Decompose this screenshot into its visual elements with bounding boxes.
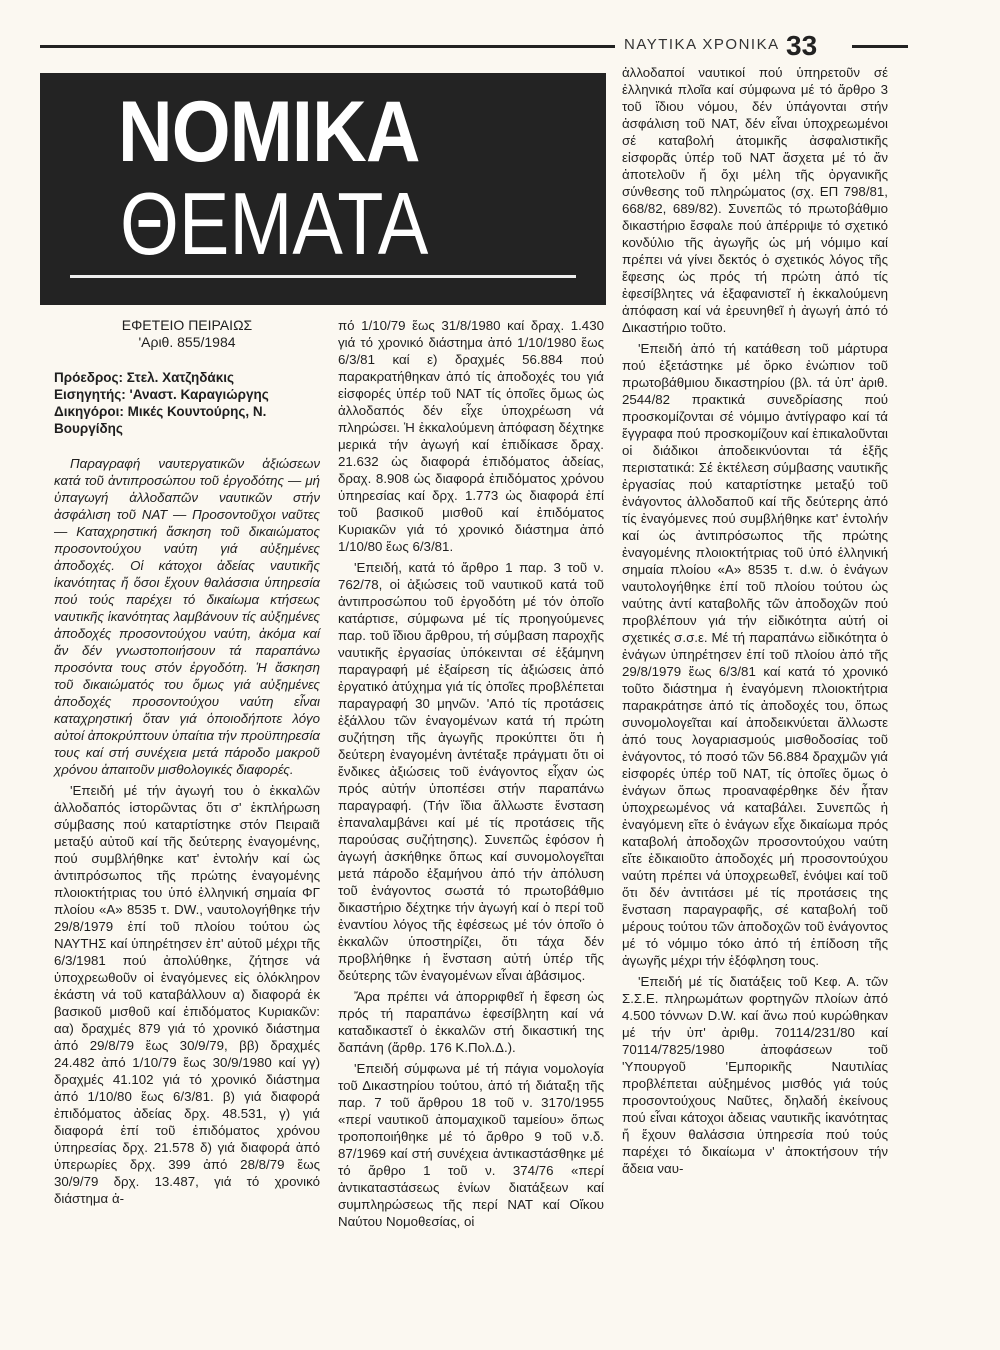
col3-paragraph-3: 'Επειδή μέ τίς διατάξεις τοῦ Κεφ. Α. τῶν Σ.Σ.Ε. πληρωμάτων φορτηγῶν πλοίων ἀπό 4.500 τόννων D.W. καί ἄνω πού κυρώθηκαν μέ τήν ὑπ' ἀριθμ. 70114/231/80 καί 70114/7825/1980 ἀποφάσεων τοῦ 'Υπουργοῦ 'Εμπορικῆς Ναυτιλίας προβλέπεται αὐξημένος μισθός γιά τούς προσοντούχους Ναῦτες, δηλαδή ἐκείνους πού εἶναι κάτοχοι ἀδειας ναυτικῆς ἱκανότητας ἤ ἔχουν θαλάσσια ὑπηρεσία πού τούς παρέχει τό δικαίωμα ν' ἀποκτήσουν τήν ἄδεια ναυ- xyxy=(622,974,888,1176)
col3-paragraph-1: ἀλλοδαποί ναυτικοί πού ὑπηρετοῦν σέ ἑλληνικά πλοῖα καί σύμφωνα μέ τό ἄρθρο 3 τοῦ ἴδιου νόμου, δέν ὑπάγονται στήν ἀσφάλιση τοῦ ΝΑΤ, δέν εἶναι ὑποχρεωμένοι σέ καταβολή ἀτομικῆς ἀσφαλιστικῆς εἰσφορᾶς ὑπέρ τοῦ ΝΑΤ ἄσχετα μέ τό ἄν ἀποτελοῦν ἤ ὄχι μέλη τῆς ὀργανικῆς σύνθεσης τοῦ πληρώματος (σχ. ΕΠ 798/81, 668/82, 689/82). Συνεπῶς τό πρωτοβάθμιο δικαστήριο ἔσφαλε πού ἀπέρριψε τό σχετικό κονδύλιο τῆς ἀγωγῆς ὡς μή νόμιμο καί πρέπει νά γίνει δεκτός ὁ σχετικός λόγος τῆς ἔφεσης ὡς πρός τή πρώτη ἀπό τίς ἐφεσίβλητες νά ἐξαφανιστεῖ ἡ ἐκκαλούμενη ἀπόφαση καί νά ἐρευνηθεῖ ἡ ἀγωγή ἀπό τό Δικαστήριο τοῦτο. xyxy=(622,65,888,335)
banner-title-line1: ΝΟΜΙΚΑ xyxy=(118,84,420,180)
judges-panel xyxy=(54,369,320,437)
case-summary: Παραγραφή ναυτεργατικῶν ἀξιώσεων κατά τοῦ ἀντιπροσώπου τοῦ ἐργοδότης — μή ὑπαγωγή ἀλλοδαπῶν ναυτικῶν στήν ἀσφάλιση τοῦ ΝΑΤ — Προσοντοῦχοι ναῦτες — Καταχρηστική ἄσκηση τοῦ δικαιώματος προσοντούχου ναύτη γιά αὐξημένες ἀποδοχές. Οἱ κάτοχοι ἀδείας ναυτικῆς ἱκανότητας ἤ ὅσοι ἔχουν θαλάσσια ὑπηρεσία πού τούς παρέχει τό δικαίωμα κτήσεως ναυτικῆς ἱκανότητας λαμβάνουν τίς αὐξημένες ἀποδοχές προσοντούχου ναύτη, ἀκόμα καί ἄν δέν γνωστοποιήσουν τά παραπάνω προσόντα τους στόν ἐργοδότη. Ἡ ἄσκηση τοῦ δικαιώματός του ὅμως γιά αὐξημένες ἀποδοχές προσοντούχου ναύτη εἶναι καταχρηστική ὅταν γιά ὁποιοδήποτε λόγο αὐτοί ἀποκρύπτουν ὑπαίτια τήν προϋπηρεσία τους καί στή συνέχεια μετά πάροδο μακροῦ χρόνου ἀπαιτοῦν μισθολογικές διαφορές. xyxy=(54,456,320,777)
col3-paragraph-2: 'Επειδή ἀπό τή κατάθεση τοῦ μάρτυρα πού ἐξετάστηκε μέ ὅρκο ἐνώπιον τοῦ πρωτοβάθμιου δικαστηρίου (βλ. τά ὑπ' ἀριθ. 2544/82 πρακτικά συνεδρίασης πού προσκομίζονται σέ νόμιμο ἀντίγραφο καί τά ἔγγραφα πού προσκομίζουν καί ἐπικαλοῦνται οἱ διάδικοι ἀποδεικνύονται τά ἑξῆς περιστατικά: Σέ ἐκτέλεση σύμβασης ναυτικῆς ἐργασίας πού καταρτίστηκε μεταξύ τοῦ ἐνάγοντος ἀλλοδαποῦ καί τῆς δεύτερης ἀπό τίς ἐναγόμενες πού συμβλήθηκε κατ' ἐντολήν καί ὡς ἀντιπρόσωπος τῆς πρώτης ἐναγομένης πλοιοκτήτριας τοῦ ὑπό ἑλληνική σημαία πλοίου «Α» 8535 τ. d.w. ὁ ἐνάγων ναυτολογήθηκε ἐπί τοῦ πλοίου τούτου ὡς ναύτης ἀντί καταβολῆς τῶν ἀποδοχῶν πού προβλέπουν γιά τήν εἰδικότητα αὐτή οἱ σχετικές σ.σ.ε. Μέ τή παραπάνω εἰδικότητα ὁ ἐνάγων ὑπηρέτησεν ἐπί τοῦ πλοίου ἀπό τῆς 29/8/1979 ἕως 6/3/81 καί κατά τό χρονικό τοῦτο διάστημα ἡ ἐναγόμενη πλοιοκτήτρια παρακράτησε ἀπό τίς ἀποδοχές του, ὅπως συνομολογεῖται καί ἀποδεικνύεται ἄλλωστε ἀπό τους λογαριασμούς μισθοδοσίας τοῦ ἐνάγοντος, τό ποσό τῶν 56.884 δραχμῶν γιά εἰσφορές ὑπέρ τοῦ ΝΑΤ, τίς ὁποῖες ὅμως ὁ ἐνάγων ὅπως προαναφέρθηκε δέν ἦταν ὑποχρεωμένος νά καταβάλει. Συνεπῶς ἡ ἐναγόμενη εἴτε ὁ ἐνάγων εἶχε δικαίωμα πρός καταβολή ἀποδοχῶν προσοντούχου ναύτη εἴτε ἐδικαιοῦτο ἀποδοχές μή προσοντούχου ναύτη πρέπει νά ὑποχρεωθεῖ, ἐνόψει καί τοῦ ὅτι δέν ἀντιτάσει μέ τίς προτάσεις της ἔνσταση παραγραφῆς, σέ καταβολή τοῦ μέρους τούτου τῶν ἀποδοχῶν τοῦ ἐνάγοντος μέ τό νόμιμο τόκο ἀπό τή ἐπίδοση τῆς ἀγωγῆς μέχρι τήν ἐξόφληση τους. xyxy=(622,341,888,968)
col2-paragraph-1: πό 1/10/79 ἕως 31/8/1980 καί δραχ. 1.430 γιά τό χρονικό διάστημα ἀπό 1/10/1980 ἕως 6/3/81 καί ε) δραχμές 56.884 πού παρακρατήθηκαν ἀπό τίς ἀποδοχές του γιά εἰσφορές ὑπέρ τοῦ ΝΑΤ τίς ὁποῖες ὅμως ὡς ἀλλοδαπός δέν εἶχε ὑποχρέωση νά πληρώσει. Ἡ ἐκκαλούμενη ἀπόφαση δέχτηκε μερικά τήν ἀγωγή καί ἐπιδίκασε δραχ. 21.632 ὡς διαφορά ἐπιδόματος ἀδείας, δραχ. 8.908 ὡς διαφορά ἐπιδόματος χρόνου ὑπηρεσίας καί δρχ. 1.773 ὡς διαφορά ἐπί τοῦ βασικοῦ μισθοῦ καί ἐπιδόματος Κυριακῶν γιά τό χρονικό διάστημα ἀπό 1/10/80 ἕως 6/3/81. xyxy=(338,318,604,554)
lawyers: Δικηγόροι: Μικές Κουντούρης, Ν. Βουργίδης xyxy=(54,404,267,436)
rapporteur: Εισηγητής: 'Αναστ. Καραγιώργης xyxy=(54,387,269,402)
section-banner xyxy=(40,73,606,305)
col2-paragraph-2: 'Επειδή, κατά τό ἄρθρο 1 παρ. 3 τοῦ ν. 762/78, οἱ ἀξιώσεις τοῦ ναυτικοῦ κατά τοῦ ἀντιπροσώπου τοῦ ἐργοδότη μέ τόν ὁποῖο κατάρτισε, σύμφωνα μέ τίς προηγούμενες παρ. τοῦ ἴδιου ἄρθρου, τή σύμβαση παροχῆς ναυτικῆς ἐργασίας ὑπόκεινται σέ ἑξάμηνη παραγραφή μέ ἐξαίρεση τίς ἀξιώσεις ἀπό ἐργατικό ἀτύχημα γιά τίς ὁποῖες προβλέπεται παραγραφή 30 μηνῶν. 'Από τίς προτάσεις ἐξάλλου τῶν ἐναγομένων κατά τή πρώτη συζήτηση τῆς ἀγωγῆς προκύπτει ὅτι ἡ δεύτερη ἐναγομένη ἀντέταξε πράγματι ὅτι οἱ ἔνδικες ἀξιώσεις τοῦ ἐνάγοντος εἶχαν ὡς πρός αὐτήν ὑποπέσει στήν παραπάνω παραγραφή. (Τήν ἴδια ἄλλωστε ἔνσταση ἐπαναλαμβάνει καί μέ τίς προτάσεις τῆς παρούσας συζήτησης). Συνεπῶς ἐφόσον ἡ ἀγωγή ἀσκήθηκε ὅπως καί συνομολογεῖται μετά πάροδο ἑξαμήνου ἀπό τήν ἀπόλυση τοῦ ἐνάγοντος σωστά τό πρωτοβάθμιο δικαστήριο δέχτηκε τήν ἀγωγή καί ὁ περί τοῦ ἐναντίου λόγος τῆς ἐφέσεως μέ τόν ὁποῖο ὁ ἐκκαλῶν ὑποστηρίζει, ὅτι τάχα δέν προβλήθηκε ἡ ἔνσταση αὐτή ὑπέρ τῆς δεύτερης τῶν ἐναγομένων εἶναι ἀβάσιμος. xyxy=(338,560,604,983)
case-number: 'Αριθ. 855/1984 xyxy=(138,334,236,350)
header-rule-left xyxy=(40,45,615,48)
president: Πρόεδρος: Στελ. Χατζηδάκις xyxy=(54,370,234,385)
magazine-name: ΝΑΥΤΙΚΑ ΧΡΟΝΙΚΑ xyxy=(624,36,780,53)
col2-paragraph-3: Ἄρα πρέπει νά ἀπορριφθεῖ ἡ ἔφεση ὡς πρός τή παραπάνω ἐφεσίβλητη καί νά καταδικαστεῖ ὁ ἐκκαλῶν στή δικαστική της δαπάνη (ἄρθρ. 176 Κ.Πολ.Δ.). xyxy=(338,989,604,1055)
header-rule-right xyxy=(852,45,908,48)
court-heading xyxy=(54,317,320,351)
col2-paragraph-4: 'Επειδή σύμφωνα μέ τή πάγια νομολογία τοῦ Δικαστηρίου τούτου, ἀπό τή διάταξη τῆς παρ. 7 τοῦ ἄρθρου 18 τοῦ ν. 3170/1955 «περί ναυτικοῦ ἀπομαχικοῦ ταμείου» ὅπως τροποποιήθηκε μέ τό ἄρθρο 9 τοῦ ν.δ. 87/1969 καί στή συνέχεια ἀντικαστάσθηκε μέ τό ἄρθρο 1 τοῦ ν. 374/76 «περί ἀντικαταστάσεως ἐνίων διατάξεων καί συμπληρώσεως τῆς περί ΝΑΤ καί Οἴκου Ναύτου Νομοθεσίας, οἱ xyxy=(338,1061,604,1229)
court-name: ΕΦΕΤΕΙΟ ΠΕΙΡΑΙΩΣ xyxy=(121,317,253,333)
banner-title-line2: ΘΕΜΑΤΑ xyxy=(120,174,429,273)
column-2 xyxy=(338,317,604,1234)
column-3 xyxy=(622,64,888,1181)
banner-rule xyxy=(70,275,576,278)
page-number: 33 xyxy=(786,30,818,61)
col1-paragraph: 'Επειδή μέ τήν ἀγωγή του ὁ ἐκκαλῶν ἀλλοδαπός ἱστορῶντας ὅτι σ' ἐκπλήρωση σύμβασης πού καταρτίστηκε στόν Πειραιᾶ μεταξύ αὐτοῦ καί τῆς δεύτερης ἐναγομένης, πού συμβλήθηκε κατ' ἐντολήν καί ὡς ἀντιπρόσωπος τῆς πρώτης ἐναγομένης πλοιοκτήτριας του ὑπό ἑλληνική σημαία ΦΓ πλοίου «Α» 8535 τ. DW., ναυτολογήθηκε τήν 29/8/1979 ἐπί τοῦ πλοίου τούτου ὡς ΝΑΥΤΗΣ καί ὑπηρέτησεν ἐπ' αὐτοῦ μέχρι τῆς 6/3/1981 πού ἀπολύθηκε, ζήτησε νά ὑποχρεωθοῦν οἱ ἐναγόμενες εἰς ὁλόκληρον ἑκάστη νά τοῦ καταβάλλουν α) διαφορά ἐκ βασικοῦ μισθοῦ καί ἐπιδόματος Κυριακῶν: αα) δραχμές 879 γιά τό χρονικό διάστημα ἀπό 29/8/79 ἕως 30/9/79, ββ) δραχμές 24.482 ἀπό 1/10/79 ἕως 30/9/1980 καί γγ) δραχμές 41.102 γιά τό χρονικό διάστημα ἀπό 1/10/80 ἕως 6/3/81. β) γιά διαφορά ἐπιδόματος ἀδείας δρχ. 48.531, γ) γιά διαφορά ἐπί τοῦ ἐπιδόματος χρόνου ὑπηρεσίας δρχ. 21.578 δ) γιά διαφορά ἀπό ὑπερωρίες δρχ. 399 ἀπό 28/8/79 ἕως 30/9/79 δρχ. 13.487, γιά τό χρονικό διάστημα ἀ- xyxy=(54,783,320,1206)
column-1 xyxy=(54,317,320,1211)
